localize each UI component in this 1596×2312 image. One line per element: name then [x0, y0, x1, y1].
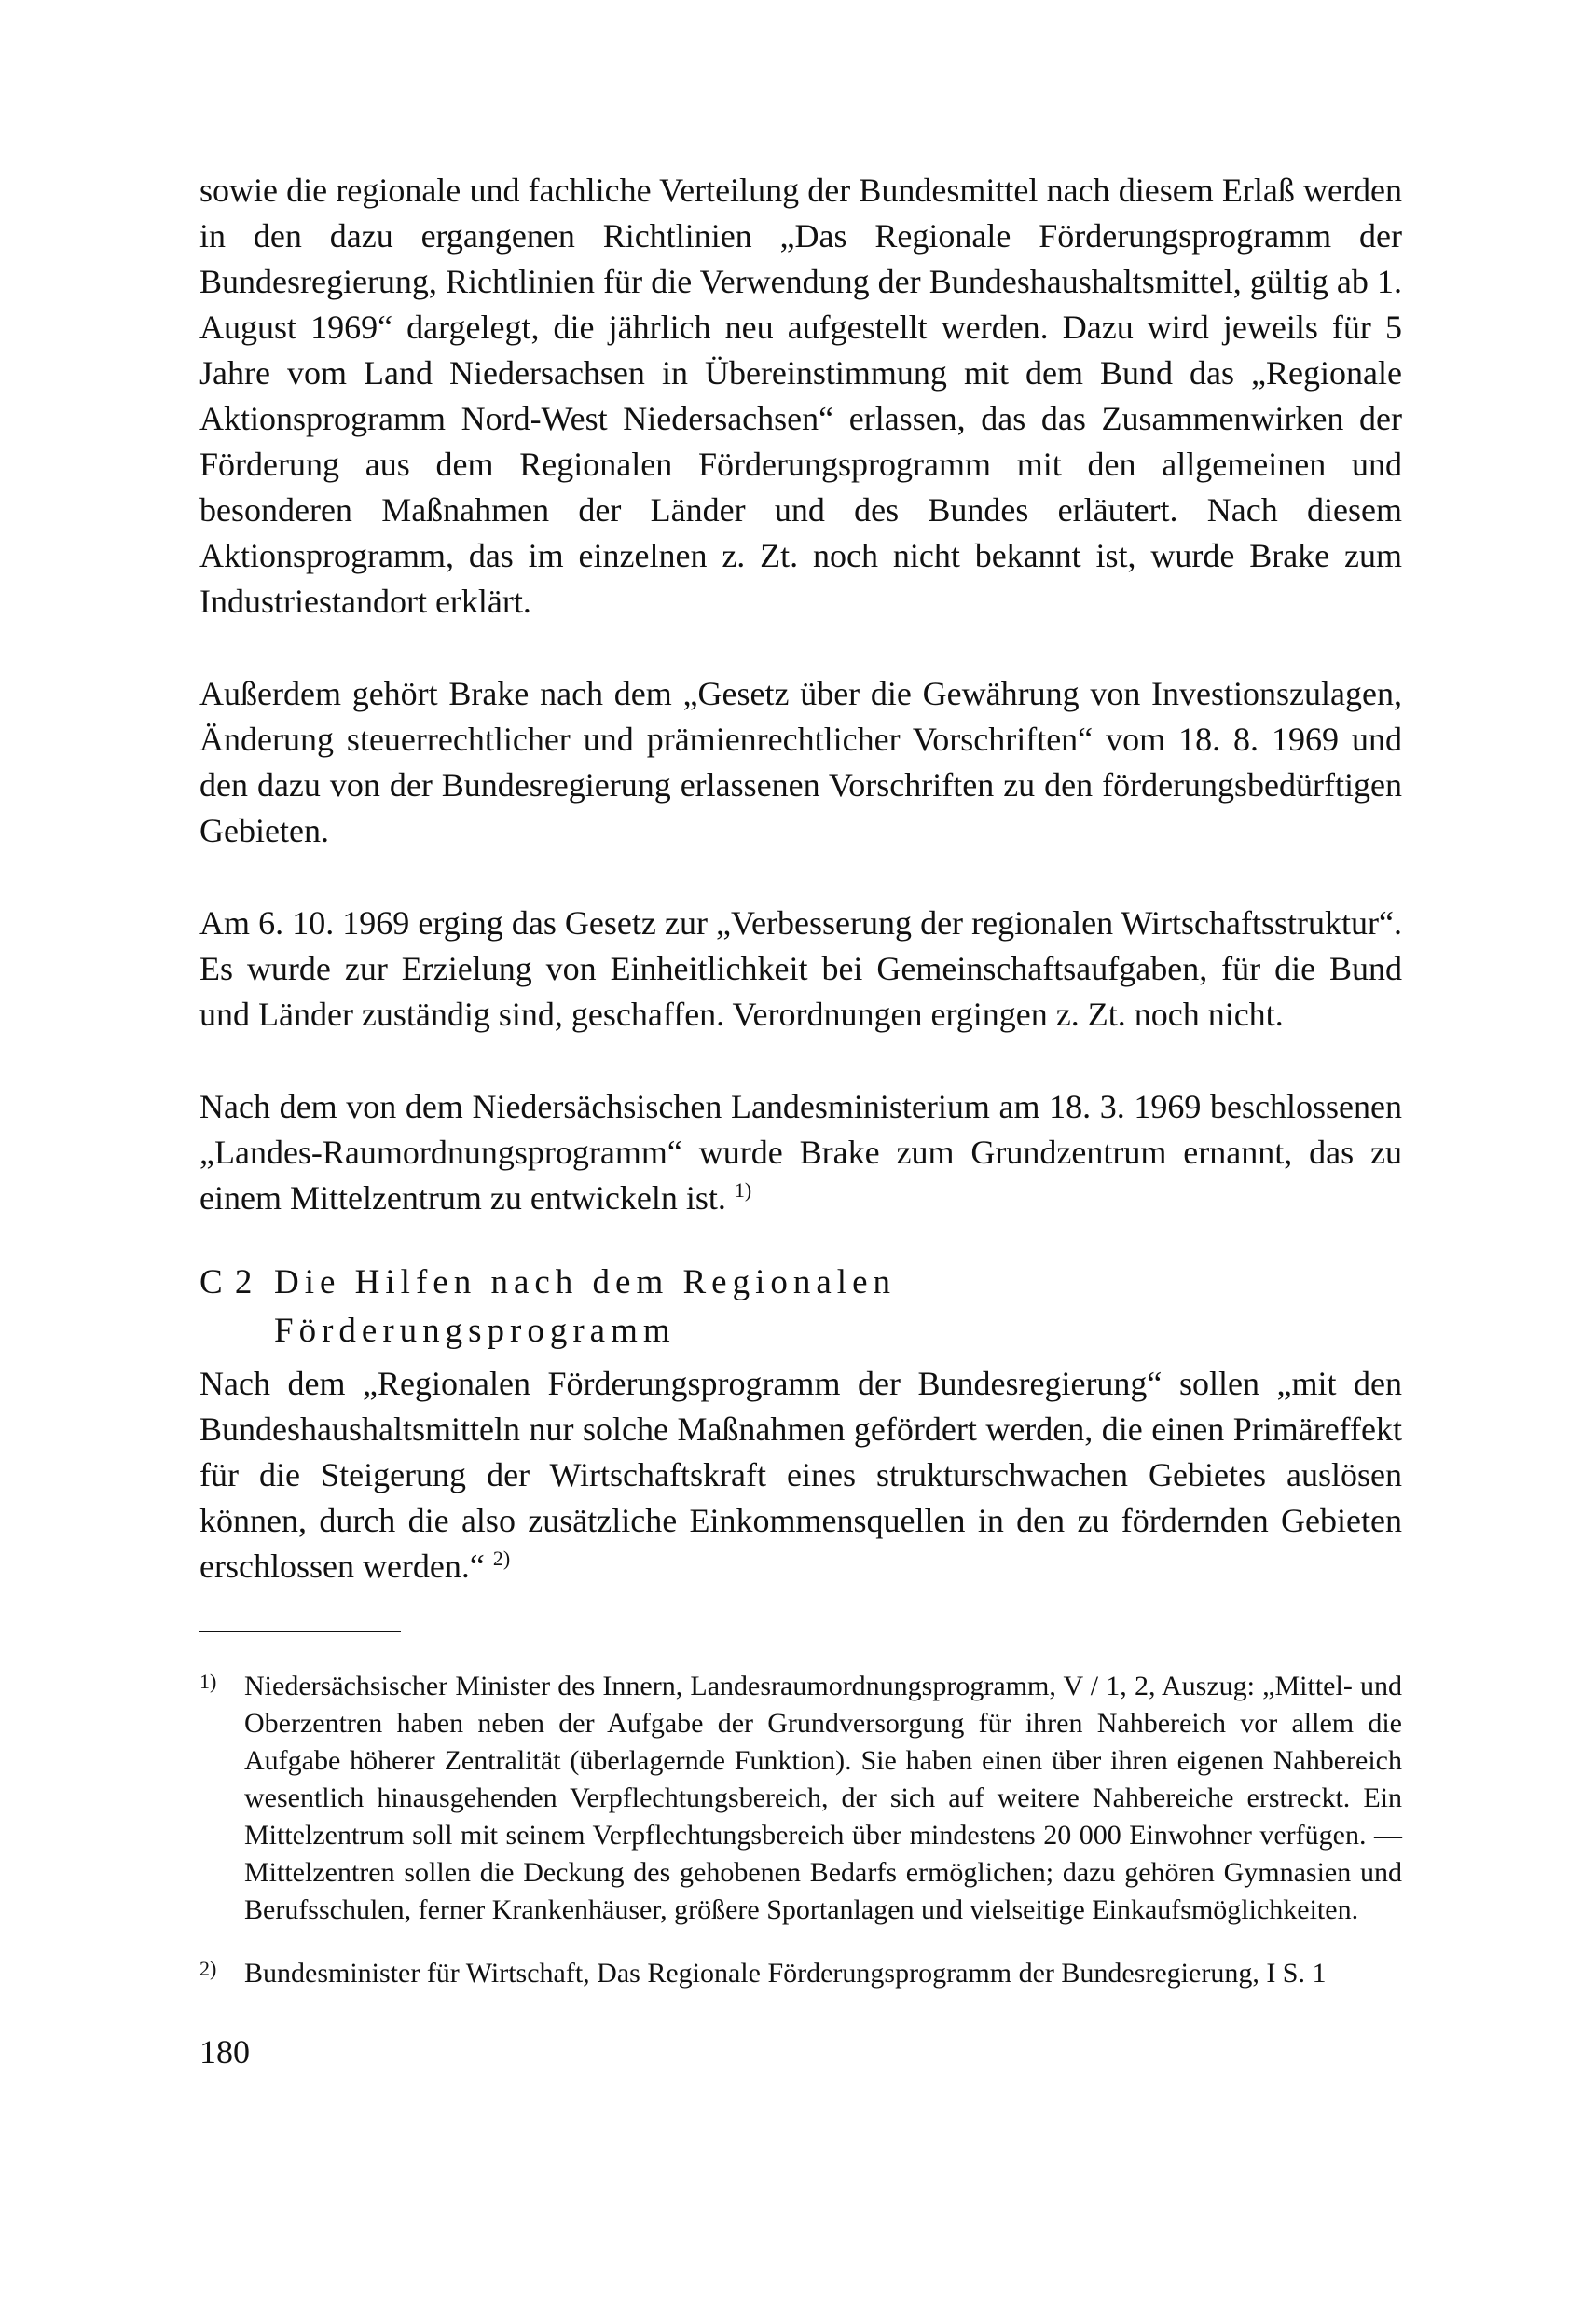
page-number: 180 [200, 2033, 250, 2071]
footnote-1 [200, 1668, 1402, 1929]
paragraph-2: Außerdem gehört Brake nach dem „Gesetz über die Gewährung von Investionszulagen, Änderung steuerrechtlicher und prämienrechtlicher Vorschriften“ vom 18. 8. 1969 und den dazu von der Bundesregierung erlassenen Vorschriften zu den förderungsbedürftigen Gebieten. [200, 675, 1402, 849]
footnote-1-mark: 1) [200, 1670, 217, 1693]
section-title-line-1: Die Hilfen nach dem Regionalen [274, 1263, 896, 1301]
footnote-ref-1: 1) [734, 1178, 752, 1202]
paragraph-1: sowie die regionale und fachliche Verteilung der Bundesmittel nach diesem Erlaß werden in den dazu ergangenen Richtlinien „Das Regionale Förderungsprogramm der Bundesregierung, Richtlinien für die Verwendung der Bundeshaushaltsmittel, gültig ab 1. August 1969“ dargelegt, die jährlich neu aufgestellt werden. Dazu wird jeweils für 5 Jahre vom Land Niedersachsen in Übereinstimmung mit dem Bund das „Regionale Aktionsprogramm Nord-West Niedersachsen“ erlassen, das das Zusammenwirken der Förderung aus dem Regionalen Förderungsprogramm mit den allgemeinen und besonderen Maßnahmen der Länder und des Bundes erläutert. Nach diesem Aktionsprogramm, das im einzelnen z. Zt. noch nicht bekannt ist, wurde Brake zum Industriestandort erklärt. [200, 172, 1402, 620]
footnote-2 [200, 1955, 1402, 1992]
paragraph-4-text: Nach dem von dem Niedersächsischen Landesministerium am 18. 3. 1969 beschlossenen „Landes-Raumordnungsprogramm“ wurde Brake zum Grundzentrum ernannt, das zu einem Mittelzentrum zu entwickeln ist. [200, 1088, 1402, 1217]
section-paragraph-text: Nach dem „Regionalen Förderungsprogramm der Bundesregierung“ sollen „mit den Bundeshaushaltsmitteln nur solche Maßnahmen gefördert werden, die einen Primäreffekt für die Steigerung der Wirtschaftskraft eines strukturschwachen Gebietes auslösen können, durch die also zusätzliche Einkommensquellen in den zu fördernden Gebieten erschlossen werden.“ [200, 1365, 1402, 1585]
paragraph-3: Am 6. 10. 1969 erging das Gesetz zur „Verbesserung der regionalen Wirtschaftsstruktur“. Es wurde zur Erzielung von Einheitlichkeit bei Gemeinschaftsaufgaben, für die Bund und Länder zuständig sind, geschaffen. Verordnungen ergingen z. Zt. noch nicht. [200, 904, 1402, 1033]
footnote-separator [200, 1631, 401, 1632]
section-heading [200, 1259, 1402, 1356]
footnote-2-text: Bundesminister für Wirtschaft, Das Regionale Förderungsprogramm der Bundesregierung, I S. 1 [244, 1958, 1327, 1989]
section-paragraph [200, 1361, 1402, 1590]
page-content [200, 168, 1402, 2071]
section-number: C 2 [200, 1263, 255, 1301]
paragraph-4 [200, 1084, 1402, 1221]
footnote-2-mark: 2) [200, 1957, 217, 1980]
footnote-1-text: Niedersächsischer Minister des Innern, Landesraumordnungsprogramm, V / 1, 2, Auszug: „Mittel- und Oberzentren haben neben der Aufgabe der Grundversorgung für ihren Nahbereich vor allem die Aufgabe höherer Zentralität (überlagernde Funktion). Sie haben einen über ihren eigenen Nahbereich wesentlich hinausgehenden Verpflechtungsbereich, der sich auf weitere Nahbereiche erstreckt. Ein Mittelzentrum soll mit seinem Verpflechtungsbereich über mindestens 20 000 Einwohner verfügen. — Mittelzentren sollen die Deckung des gehobenen Bedarfs ermöglichen; dazu gehören Gymnasien und Berufsschulen, ferner Krankenhäuser, größere Sportanlagen und vielseitige Einkaufsmöglichkeiten. [244, 1671, 1402, 1925]
footnote-ref-2: 2) [492, 1547, 511, 1570]
section-title-line-2: Förderungsprogramm [274, 1312, 676, 1350]
